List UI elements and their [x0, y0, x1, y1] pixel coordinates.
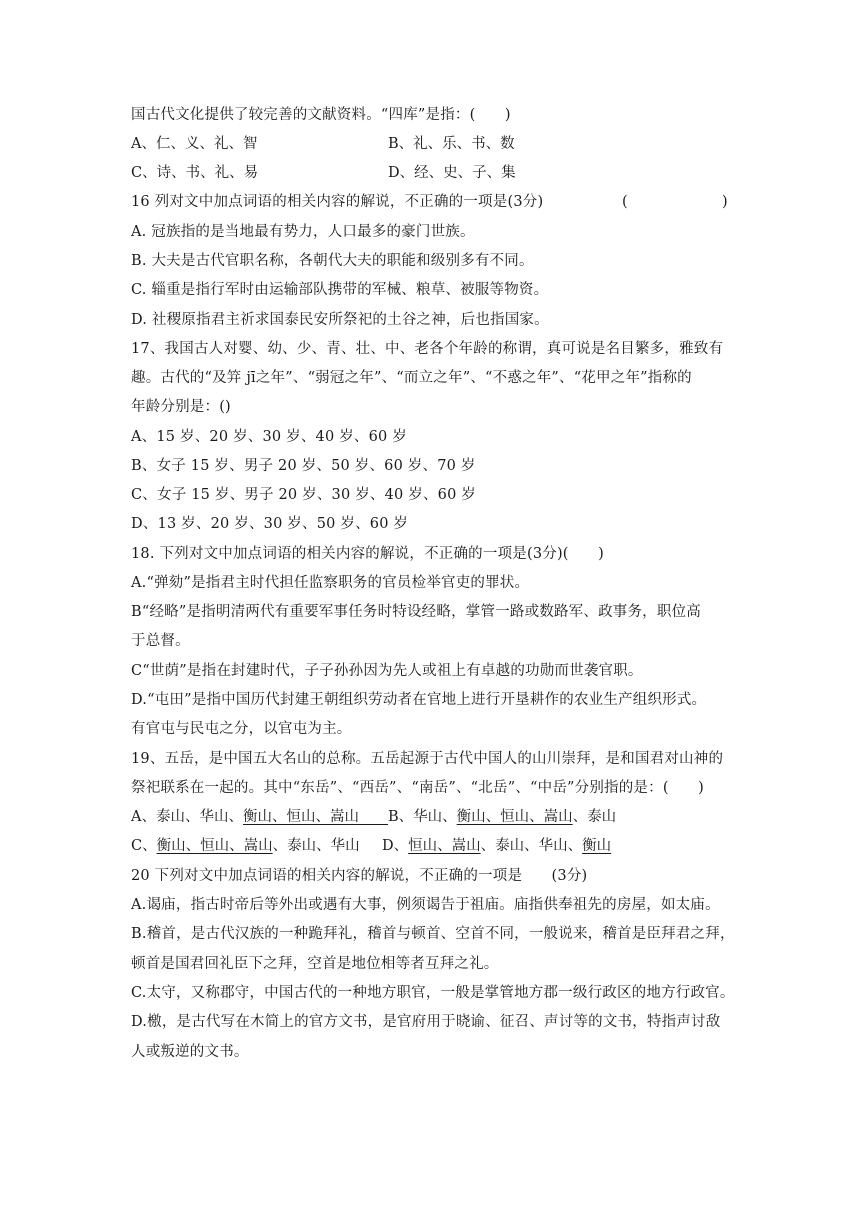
question-18-option-b-line-2: 于总督。 — [131, 633, 190, 649]
option-a-underline-tail — [359, 809, 388, 825]
option-c-suffix: 、泰山、华山 — [272, 838, 360, 854]
question-19-stem-line-1: 19、五岳，是中国五大名山的总称。五岳起源于古代中国人的山川崇拜，是和国君对山神的 — [131, 751, 724, 767]
question-20-option-d-line-1: D.檄，是古代写在木简上的官方文书，是官府用于晓谕、征召、声讨等的文书，特指声讨敌 — [131, 1014, 721, 1030]
question-17-stem-line-2: 趣。古代的“及笄 jī之年”、“弱冠之年”、“而立之年”、“不惑之年”、“花甲之年”指称的 — [131, 370, 692, 386]
option-d-middle: 、泰山、华山、 — [480, 838, 583, 854]
question-15-option-d: D、经、史、子、集 — [388, 165, 516, 181]
question-17-option-a: A、15 岁、20 岁、30 岁、40 岁、60 岁 — [131, 429, 407, 445]
question-16-answer-paren-left: ( — [622, 194, 628, 210]
option-c-underlined: 衡山、恒山、嵩山 — [156, 838, 273, 854]
question-15-option-c: C、诗、书、礼、易 — [131, 165, 259, 181]
option-d-prefix: D、 — [382, 838, 409, 854]
question-20-stem: 20 下列对文中加点词语的相关内容的解说，不正确的一项是 (3分) — [131, 868, 588, 884]
option-b-underlined: 衡山、恒山、嵩山 — [456, 809, 573, 825]
option-d-underlined-2: 衡山 — [582, 838, 612, 854]
question-16-option-d: D. 社稷原指君主祈求国泰民安所祭祀的土谷之神，后也指国家。 — [131, 312, 549, 328]
question-20-option-d-line-2: 人或叛逆的文书。 — [131, 1044, 249, 1060]
question-16-stem: 16 列对文中加点词语的相关内容的解说，不正确的一项是(3分) — [131, 194, 544, 210]
question-18-option-c: C“世荫”是指在封建时代，子子孙孙因为先人或祖上有卓越的功勋而世袭官职。 — [131, 663, 643, 679]
question-19-stem-line-2: 祭祀联系在一起的。其中“东岳”、“西岳”、“南岳”、“北岳”、“中岳”分别指的是：( ) — [131, 780, 704, 796]
question-15-option-a: A、仁、义、礼、智 — [131, 136, 258, 152]
question-18-stem: 18. 下列对文中加点词语的相关内容的解说，不正确的一项是(3分)( ) — [131, 546, 604, 562]
question-16-option-a: A. 冠族指的是当地最有势力，人口最多的豪门世族。 — [131, 224, 475, 240]
question-20-option-b-line-2: 顿首是国君回礼臣下之拜，空首是地位相等者互拜之礼。 — [131, 956, 499, 972]
question-20-option-a: A.谒庙，指古时帝后等外出或遇有大事，例须谒告于祖庙。庙指供奉祖先的房屋，如太庙。 — [131, 897, 720, 913]
option-a-prefix: A、泰山、华山、 — [131, 809, 243, 825]
option-a-underlined: 衡山、恒山、嵩山 — [242, 809, 359, 825]
question-18-option-d-line-1: D.“屯田”是指中国历代封建王朝组织劳动者在官地上进行开垦耕作的农业生产组织形式。 — [131, 692, 707, 708]
option-d-underlined-1: 恒山、嵩山 — [408, 838, 481, 854]
question-20-option-b-line-1: B.稽首，是古代汉族的一种跪拜礼，稽首与顿首、空首不同，一般说来，稽首是臣拜君之拜， — [131, 926, 735, 942]
question-17-option-c: C、女子 15 岁、男子 20 岁、30 岁、40 岁、60 岁 — [131, 487, 477, 503]
question-18-option-b-line-1: B“经略”是指明清两代有重要军事任务时特设经略，掌管一路或数路军、政事务，职位高 — [131, 604, 701, 620]
question-17-stem-line-1: 17、我国古人对婴、幼、少、青、壮、中、老各个年龄的称谓，真可说是名目繁多，雅致有 — [131, 341, 724, 357]
question-18-option-d-line-2: 有官屯与民屯之分，以官屯为主。 — [131, 721, 352, 737]
option-b-suffix: 、泰山 — [572, 809, 617, 825]
question-15-stem: 国古代文化提供了较完善的文献资料。“四库”是指：( ) — [131, 107, 511, 123]
question-19-option-c — [131, 836, 360, 856]
question-18-option-a: A.“弹劾”是指君主时代担任监察职务的官员检举官吏的罪状。 — [131, 575, 530, 591]
question-19-option-b — [388, 807, 616, 827]
question-17-option-d: D、13 岁、20 岁、30 岁、50 岁、60 岁 — [131, 516, 409, 532]
question-17-option-b: B、女子 15 岁、男子 20 岁、50 岁、60 岁、70 岁 — [131, 458, 476, 474]
option-c-prefix: C、 — [131, 838, 157, 854]
question-20-option-c: C.太守，又称郡守，中国古代的一种地方职官，一般是掌管地方郡一级行政区的地方行政官。 — [131, 985, 735, 1001]
question-17-stem-line-3: 年龄分别是：() — [131, 399, 231, 415]
option-b-prefix: B、华山、 — [388, 809, 457, 825]
question-16-option-b: B. 大夫是古代官职名称，各朝代大夫的职能和级别多有不同。 — [131, 253, 534, 269]
question-19-option-a — [131, 807, 388, 827]
question-19-option-d — [382, 836, 611, 856]
question-16-answer-paren-right: ) — [722, 194, 728, 210]
question-16-option-c: C. 辎重是指行军时由运输部队携带的军械、粮草、被服等物资。 — [131, 282, 549, 298]
question-15-option-b: B、礼、乐、书、数 — [388, 136, 515, 152]
